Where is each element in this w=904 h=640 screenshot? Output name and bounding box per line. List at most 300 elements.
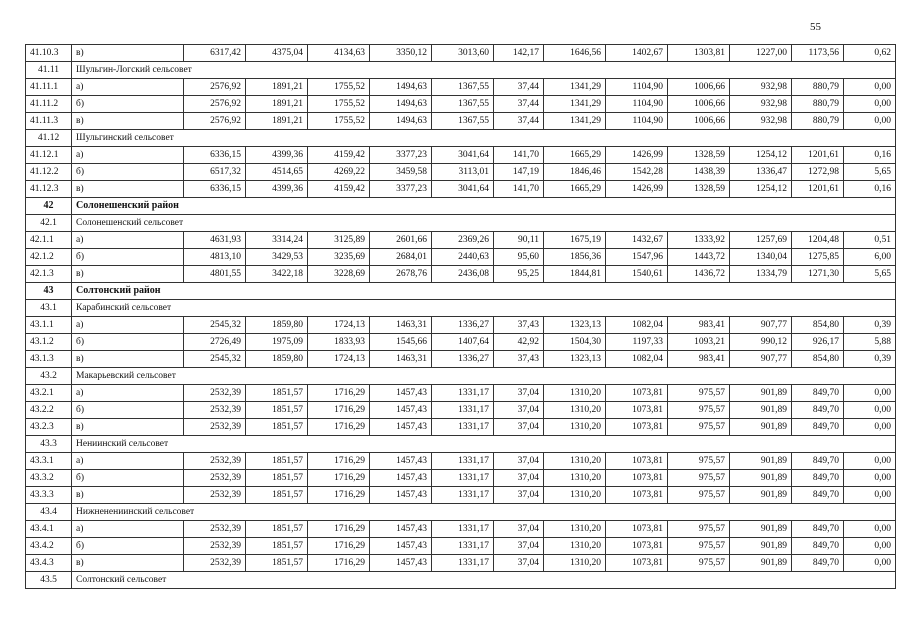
section-title: Нениинский сельсовет (72, 436, 896, 453)
section-header-row (26, 130, 896, 147)
value-cell: 1755,52 (308, 79, 370, 96)
value-cell: 37,44 (494, 79, 544, 96)
value-cell: 1724,13 (308, 317, 370, 334)
row-variant: б) (72, 249, 184, 266)
value-cell: 1341,29 (544, 96, 606, 113)
value-cell: 1310,20 (544, 487, 606, 504)
value-cell: 0,39 (844, 351, 896, 368)
value-cell: 0,00 (844, 453, 896, 470)
value-cell: 1755,52 (308, 113, 370, 130)
value-cell: 854,80 (792, 317, 844, 334)
value-cell: 1367,55 (432, 96, 494, 113)
value-cell: 37,43 (494, 317, 544, 334)
value-cell: 849,70 (792, 402, 844, 419)
value-cell: 1859,80 (246, 317, 308, 334)
row-variant: б) (72, 334, 184, 351)
value-cell: 1006,66 (668, 113, 730, 130)
value-cell: 1432,67 (606, 232, 668, 249)
row-variant: а) (72, 317, 184, 334)
value-cell: 1073,81 (606, 470, 668, 487)
value-cell: 5,65 (844, 164, 896, 181)
district-header-row (26, 198, 896, 215)
value-cell: 901,89 (730, 385, 792, 402)
table-row (26, 470, 896, 487)
value-cell: 901,89 (730, 521, 792, 538)
table-row (26, 385, 896, 402)
value-cell: 3314,24 (246, 232, 308, 249)
row-code: 43.1.1 (26, 317, 72, 334)
value-cell: 2532,39 (184, 453, 246, 470)
value-cell: 2684,01 (370, 249, 432, 266)
row-variant: б) (72, 164, 184, 181)
value-cell: 4159,42 (308, 181, 370, 198)
row-code: 41.11.2 (26, 96, 72, 113)
table-row (26, 317, 896, 334)
value-cell: 1310,20 (544, 555, 606, 572)
value-cell: 2369,26 (432, 232, 494, 249)
row-code: 41.12.3 (26, 181, 72, 198)
value-cell: 37,44 (494, 113, 544, 130)
value-cell: 0,00 (844, 402, 896, 419)
value-cell: 0,00 (844, 538, 896, 555)
value-cell: 975,57 (668, 419, 730, 436)
row-variant: в) (72, 351, 184, 368)
value-cell: 37,04 (494, 555, 544, 572)
value-cell: 90,11 (494, 232, 544, 249)
value-cell: 1331,17 (432, 487, 494, 504)
value-cell: 1303,81 (668, 45, 730, 62)
table-body (26, 45, 896, 589)
row-code: 41.12.2 (26, 164, 72, 181)
value-cell: 1975,09 (246, 334, 308, 351)
row-code: 43.4.3 (26, 555, 72, 572)
value-cell: 2545,32 (184, 317, 246, 334)
row-code: 43.1.3 (26, 351, 72, 368)
value-cell: 1646,56 (544, 45, 606, 62)
value-cell: 1201,61 (792, 181, 844, 198)
table-row (26, 147, 896, 164)
section-title: Макарьевский сельсовет (72, 368, 896, 385)
row-code: 43.2.1 (26, 385, 72, 402)
value-cell: 1328,59 (668, 181, 730, 198)
value-cell: 932,98 (730, 96, 792, 113)
table-row (26, 181, 896, 198)
value-cell: 6,00 (844, 249, 896, 266)
value-cell: 4801,55 (184, 266, 246, 283)
value-cell: 1457,43 (370, 470, 432, 487)
value-cell: 1272,98 (792, 164, 844, 181)
value-cell: 37,04 (494, 453, 544, 470)
value-cell: 975,57 (668, 470, 730, 487)
value-cell: 1310,20 (544, 402, 606, 419)
value-cell: 1340,04 (730, 249, 792, 266)
value-cell: 2601,66 (370, 232, 432, 249)
value-cell: 975,57 (668, 402, 730, 419)
value-cell: 1457,43 (370, 555, 432, 572)
value-cell: 1104,90 (606, 96, 668, 113)
value-cell: 1716,29 (308, 419, 370, 436)
value-cell: 1341,29 (544, 113, 606, 130)
section-code: 42.1 (26, 215, 72, 232)
section-title: Солонешенский сельсовет (72, 215, 896, 232)
value-cell: 1436,72 (668, 266, 730, 283)
value-cell: 142,17 (494, 45, 544, 62)
value-cell: 1547,96 (606, 249, 668, 266)
value-cell: 1093,21 (668, 334, 730, 351)
section-header-row (26, 572, 896, 589)
value-cell: 0,00 (844, 555, 896, 572)
value-cell: 1104,90 (606, 79, 668, 96)
value-cell: 1331,17 (432, 385, 494, 402)
value-cell: 0,51 (844, 232, 896, 249)
value-cell: 1407,64 (432, 334, 494, 351)
value-cell: 2532,39 (184, 555, 246, 572)
value-cell: 37,04 (494, 419, 544, 436)
table-row (26, 555, 896, 572)
value-cell: 1457,43 (370, 538, 432, 555)
value-cell: 1310,20 (544, 470, 606, 487)
value-cell: 880,79 (792, 113, 844, 130)
value-cell: 3041,64 (432, 147, 494, 164)
value-cell: 3350,12 (370, 45, 432, 62)
value-cell: 42,92 (494, 334, 544, 351)
value-cell: 4813,10 (184, 249, 246, 266)
value-cell: 1716,29 (308, 487, 370, 504)
value-cell: 4631,93 (184, 232, 246, 249)
value-cell: 1197,33 (606, 334, 668, 351)
section-code: 41.11 (26, 62, 72, 79)
value-cell: 1336,27 (432, 351, 494, 368)
value-cell: 2532,39 (184, 470, 246, 487)
section-header-row (26, 504, 896, 521)
value-cell: 1891,21 (246, 113, 308, 130)
row-code: 42.1.1 (26, 232, 72, 249)
value-cell: 5,65 (844, 266, 896, 283)
row-variant: в) (72, 555, 184, 572)
value-cell: 849,70 (792, 385, 844, 402)
value-cell: 1504,30 (544, 334, 606, 351)
row-code: 43.3.3 (26, 487, 72, 504)
row-code: 42.1.3 (26, 266, 72, 283)
value-cell: 1716,29 (308, 453, 370, 470)
value-cell: 1494,63 (370, 79, 432, 96)
section-code: 43.1 (26, 300, 72, 317)
value-cell: 2726,49 (184, 334, 246, 351)
value-cell: 95,60 (494, 249, 544, 266)
value-cell: 1851,57 (246, 453, 308, 470)
section-title: Шульгинский сельсовет (72, 130, 896, 147)
value-cell: 1104,90 (606, 113, 668, 130)
value-cell: 2532,39 (184, 419, 246, 436)
value-cell: 3113,01 (432, 164, 494, 181)
row-variant: в) (72, 266, 184, 283)
value-cell: 0,00 (844, 79, 896, 96)
value-cell: 1310,20 (544, 521, 606, 538)
value-cell: 849,70 (792, 453, 844, 470)
section-code: 43.4 (26, 504, 72, 521)
value-cell: 1275,85 (792, 249, 844, 266)
section-title: Карабинский сельсовет (72, 300, 896, 317)
section-header-row (26, 436, 896, 453)
value-cell: 1367,55 (432, 79, 494, 96)
value-cell: 901,89 (730, 453, 792, 470)
value-cell: 849,70 (792, 470, 844, 487)
value-cell: 1328,59 (668, 147, 730, 164)
value-cell: 1443,72 (668, 249, 730, 266)
value-cell: 1859,80 (246, 351, 308, 368)
value-cell: 3429,53 (246, 249, 308, 266)
value-cell: 1331,17 (432, 521, 494, 538)
value-cell: 2532,39 (184, 402, 246, 419)
row-code: 41.11.1 (26, 79, 72, 96)
row-code: 43.4.2 (26, 538, 72, 555)
section-header-row (26, 62, 896, 79)
value-cell: 1331,17 (432, 470, 494, 487)
table-row (26, 266, 896, 283)
row-variant: б) (72, 402, 184, 419)
value-cell: 1542,28 (606, 164, 668, 181)
value-cell: 2576,92 (184, 96, 246, 113)
value-cell: 901,89 (730, 470, 792, 487)
value-cell: 0,00 (844, 385, 896, 402)
value-cell: 975,57 (668, 555, 730, 572)
value-cell: 2440,63 (432, 249, 494, 266)
row-variant: а) (72, 147, 184, 164)
section-header-row (26, 215, 896, 232)
value-cell: 1402,67 (606, 45, 668, 62)
value-cell: 2678,76 (370, 266, 432, 283)
value-cell: 1073,81 (606, 453, 668, 470)
row-code: 43.4.1 (26, 521, 72, 538)
value-cell: 1073,81 (606, 419, 668, 436)
value-cell: 849,70 (792, 538, 844, 555)
value-cell: 1833,93 (308, 334, 370, 351)
value-cell: 1426,99 (606, 147, 668, 164)
value-cell: 2576,92 (184, 79, 246, 96)
table-row (26, 113, 896, 130)
value-cell: 0,16 (844, 147, 896, 164)
value-cell: 901,89 (730, 402, 792, 419)
section-code: 43.2 (26, 368, 72, 385)
value-cell: 1891,21 (246, 96, 308, 113)
value-cell: 1665,29 (544, 181, 606, 198)
value-cell: 1331,17 (432, 402, 494, 419)
value-cell: 1851,57 (246, 470, 308, 487)
section-code: 43.5 (26, 572, 72, 589)
value-cell: 1716,29 (308, 402, 370, 419)
value-cell: 37,44 (494, 96, 544, 113)
value-cell: 854,80 (792, 351, 844, 368)
value-cell: 37,04 (494, 385, 544, 402)
value-cell: 2532,39 (184, 521, 246, 538)
value-cell: 975,57 (668, 385, 730, 402)
table-row (26, 351, 896, 368)
section-title: Солтонский сельсовет (72, 572, 896, 589)
value-cell: 932,98 (730, 79, 792, 96)
value-cell: 901,89 (730, 487, 792, 504)
value-cell: 37,04 (494, 521, 544, 538)
value-cell: 37,04 (494, 538, 544, 555)
value-cell: 1227,00 (730, 45, 792, 62)
value-cell: 3377,23 (370, 147, 432, 164)
value-cell: 1331,17 (432, 419, 494, 436)
value-cell: 1851,57 (246, 521, 308, 538)
value-cell: 0,00 (844, 470, 896, 487)
table-row (26, 402, 896, 419)
row-variant: а) (72, 521, 184, 538)
value-cell: 880,79 (792, 96, 844, 113)
row-code: 41.10.3 (26, 45, 72, 62)
row-code: 43.2.2 (26, 402, 72, 419)
value-cell: 1891,21 (246, 79, 308, 96)
row-variant: в) (72, 45, 184, 62)
value-cell: 0,16 (844, 181, 896, 198)
value-cell: 1851,57 (246, 487, 308, 504)
value-cell: 37,04 (494, 487, 544, 504)
row-code: 43.1.2 (26, 334, 72, 351)
row-variant: а) (72, 453, 184, 470)
value-cell: 1073,81 (606, 555, 668, 572)
value-cell: 1336,27 (432, 317, 494, 334)
value-cell: 1331,17 (432, 538, 494, 555)
row-code: 43.2.3 (26, 419, 72, 436)
value-cell: 975,57 (668, 521, 730, 538)
value-cell: 1333,92 (668, 232, 730, 249)
row-variant: в) (72, 487, 184, 504)
table-row (26, 164, 896, 181)
section-code: 41.12 (26, 130, 72, 147)
value-cell: 849,70 (792, 419, 844, 436)
value-cell: 1310,20 (544, 453, 606, 470)
value-cell: 3041,64 (432, 181, 494, 198)
district-code: 42 (26, 198, 72, 215)
value-cell: 1851,57 (246, 538, 308, 555)
value-cell: 3013,60 (432, 45, 494, 62)
row-variant: б) (72, 538, 184, 555)
value-cell: 983,41 (668, 351, 730, 368)
value-cell: 1844,81 (544, 266, 606, 283)
value-cell: 1724,13 (308, 351, 370, 368)
value-cell: 1540,61 (606, 266, 668, 283)
row-variant: в) (72, 113, 184, 130)
value-cell: 1073,81 (606, 385, 668, 402)
table-row (26, 232, 896, 249)
value-cell: 147,19 (494, 164, 544, 181)
tariff-table (25, 44, 896, 589)
value-cell: 1457,43 (370, 487, 432, 504)
value-cell: 2532,39 (184, 538, 246, 555)
page-number: 55 (810, 21, 821, 33)
value-cell: 1073,81 (606, 487, 668, 504)
row-variant: б) (72, 96, 184, 113)
value-cell: 1494,63 (370, 113, 432, 130)
value-cell: 1254,12 (730, 181, 792, 198)
value-cell: 907,77 (730, 317, 792, 334)
value-cell: 1851,57 (246, 385, 308, 402)
value-cell: 1271,30 (792, 266, 844, 283)
row-variant: а) (72, 232, 184, 249)
value-cell: 3377,23 (370, 181, 432, 198)
value-cell: 1665,29 (544, 147, 606, 164)
value-cell: 1426,99 (606, 181, 668, 198)
row-code: 43.3.1 (26, 453, 72, 470)
value-cell: 0,00 (844, 419, 896, 436)
value-cell: 849,70 (792, 521, 844, 538)
value-cell: 4134,63 (308, 45, 370, 62)
value-cell: 6336,15 (184, 181, 246, 198)
table-row (26, 419, 896, 436)
value-cell: 1851,57 (246, 402, 308, 419)
table-row (26, 79, 896, 96)
row-variant: в) (72, 419, 184, 436)
value-cell: 1310,20 (544, 419, 606, 436)
row-variant: а) (72, 385, 184, 402)
value-cell: 6336,15 (184, 147, 246, 164)
row-code: 41.11.3 (26, 113, 72, 130)
value-cell: 926,17 (792, 334, 844, 351)
table-row (26, 538, 896, 555)
value-cell: 3459,58 (370, 164, 432, 181)
value-cell: 1073,81 (606, 521, 668, 538)
value-cell: 95,25 (494, 266, 544, 283)
value-cell: 5,88 (844, 334, 896, 351)
value-cell: 1334,79 (730, 266, 792, 283)
value-cell: 849,70 (792, 487, 844, 504)
value-cell: 1310,20 (544, 538, 606, 555)
value-cell: 901,89 (730, 538, 792, 555)
value-cell: 4159,42 (308, 147, 370, 164)
value-cell: 2532,39 (184, 385, 246, 402)
row-variant: а) (72, 79, 184, 96)
value-cell: 1006,66 (668, 96, 730, 113)
value-cell: 1457,43 (370, 402, 432, 419)
value-cell: 3235,69 (308, 249, 370, 266)
value-cell: 1336,47 (730, 164, 792, 181)
value-cell: 1201,61 (792, 147, 844, 164)
value-cell: 1204,48 (792, 232, 844, 249)
district-code: 43 (26, 283, 72, 300)
value-cell: 6317,42 (184, 45, 246, 62)
value-cell: 990,12 (730, 334, 792, 351)
district-header-row (26, 283, 896, 300)
value-cell: 37,43 (494, 351, 544, 368)
value-cell: 1257,69 (730, 232, 792, 249)
value-cell: 2436,08 (432, 266, 494, 283)
table-row (26, 334, 896, 351)
value-cell: 37,04 (494, 470, 544, 487)
value-cell: 4514,65 (246, 164, 308, 181)
value-cell: 1073,81 (606, 402, 668, 419)
value-cell: 2545,32 (184, 351, 246, 368)
value-cell: 901,89 (730, 419, 792, 436)
value-cell: 0,62 (844, 45, 896, 62)
value-cell: 0,00 (844, 521, 896, 538)
value-cell: 4269,22 (308, 164, 370, 181)
value-cell: 1254,12 (730, 147, 792, 164)
value-cell: 6517,32 (184, 164, 246, 181)
value-cell: 1341,29 (544, 79, 606, 96)
section-code: 43.3 (26, 436, 72, 453)
value-cell: 880,79 (792, 79, 844, 96)
section-title: Нижненениинский сельсовет (72, 504, 896, 521)
value-cell: 1310,20 (544, 385, 606, 402)
value-cell: 0,00 (844, 96, 896, 113)
value-cell: 1846,46 (544, 164, 606, 181)
value-cell: 1438,39 (668, 164, 730, 181)
value-cell: 907,77 (730, 351, 792, 368)
value-cell: 0,00 (844, 487, 896, 504)
value-cell: 37,04 (494, 402, 544, 419)
